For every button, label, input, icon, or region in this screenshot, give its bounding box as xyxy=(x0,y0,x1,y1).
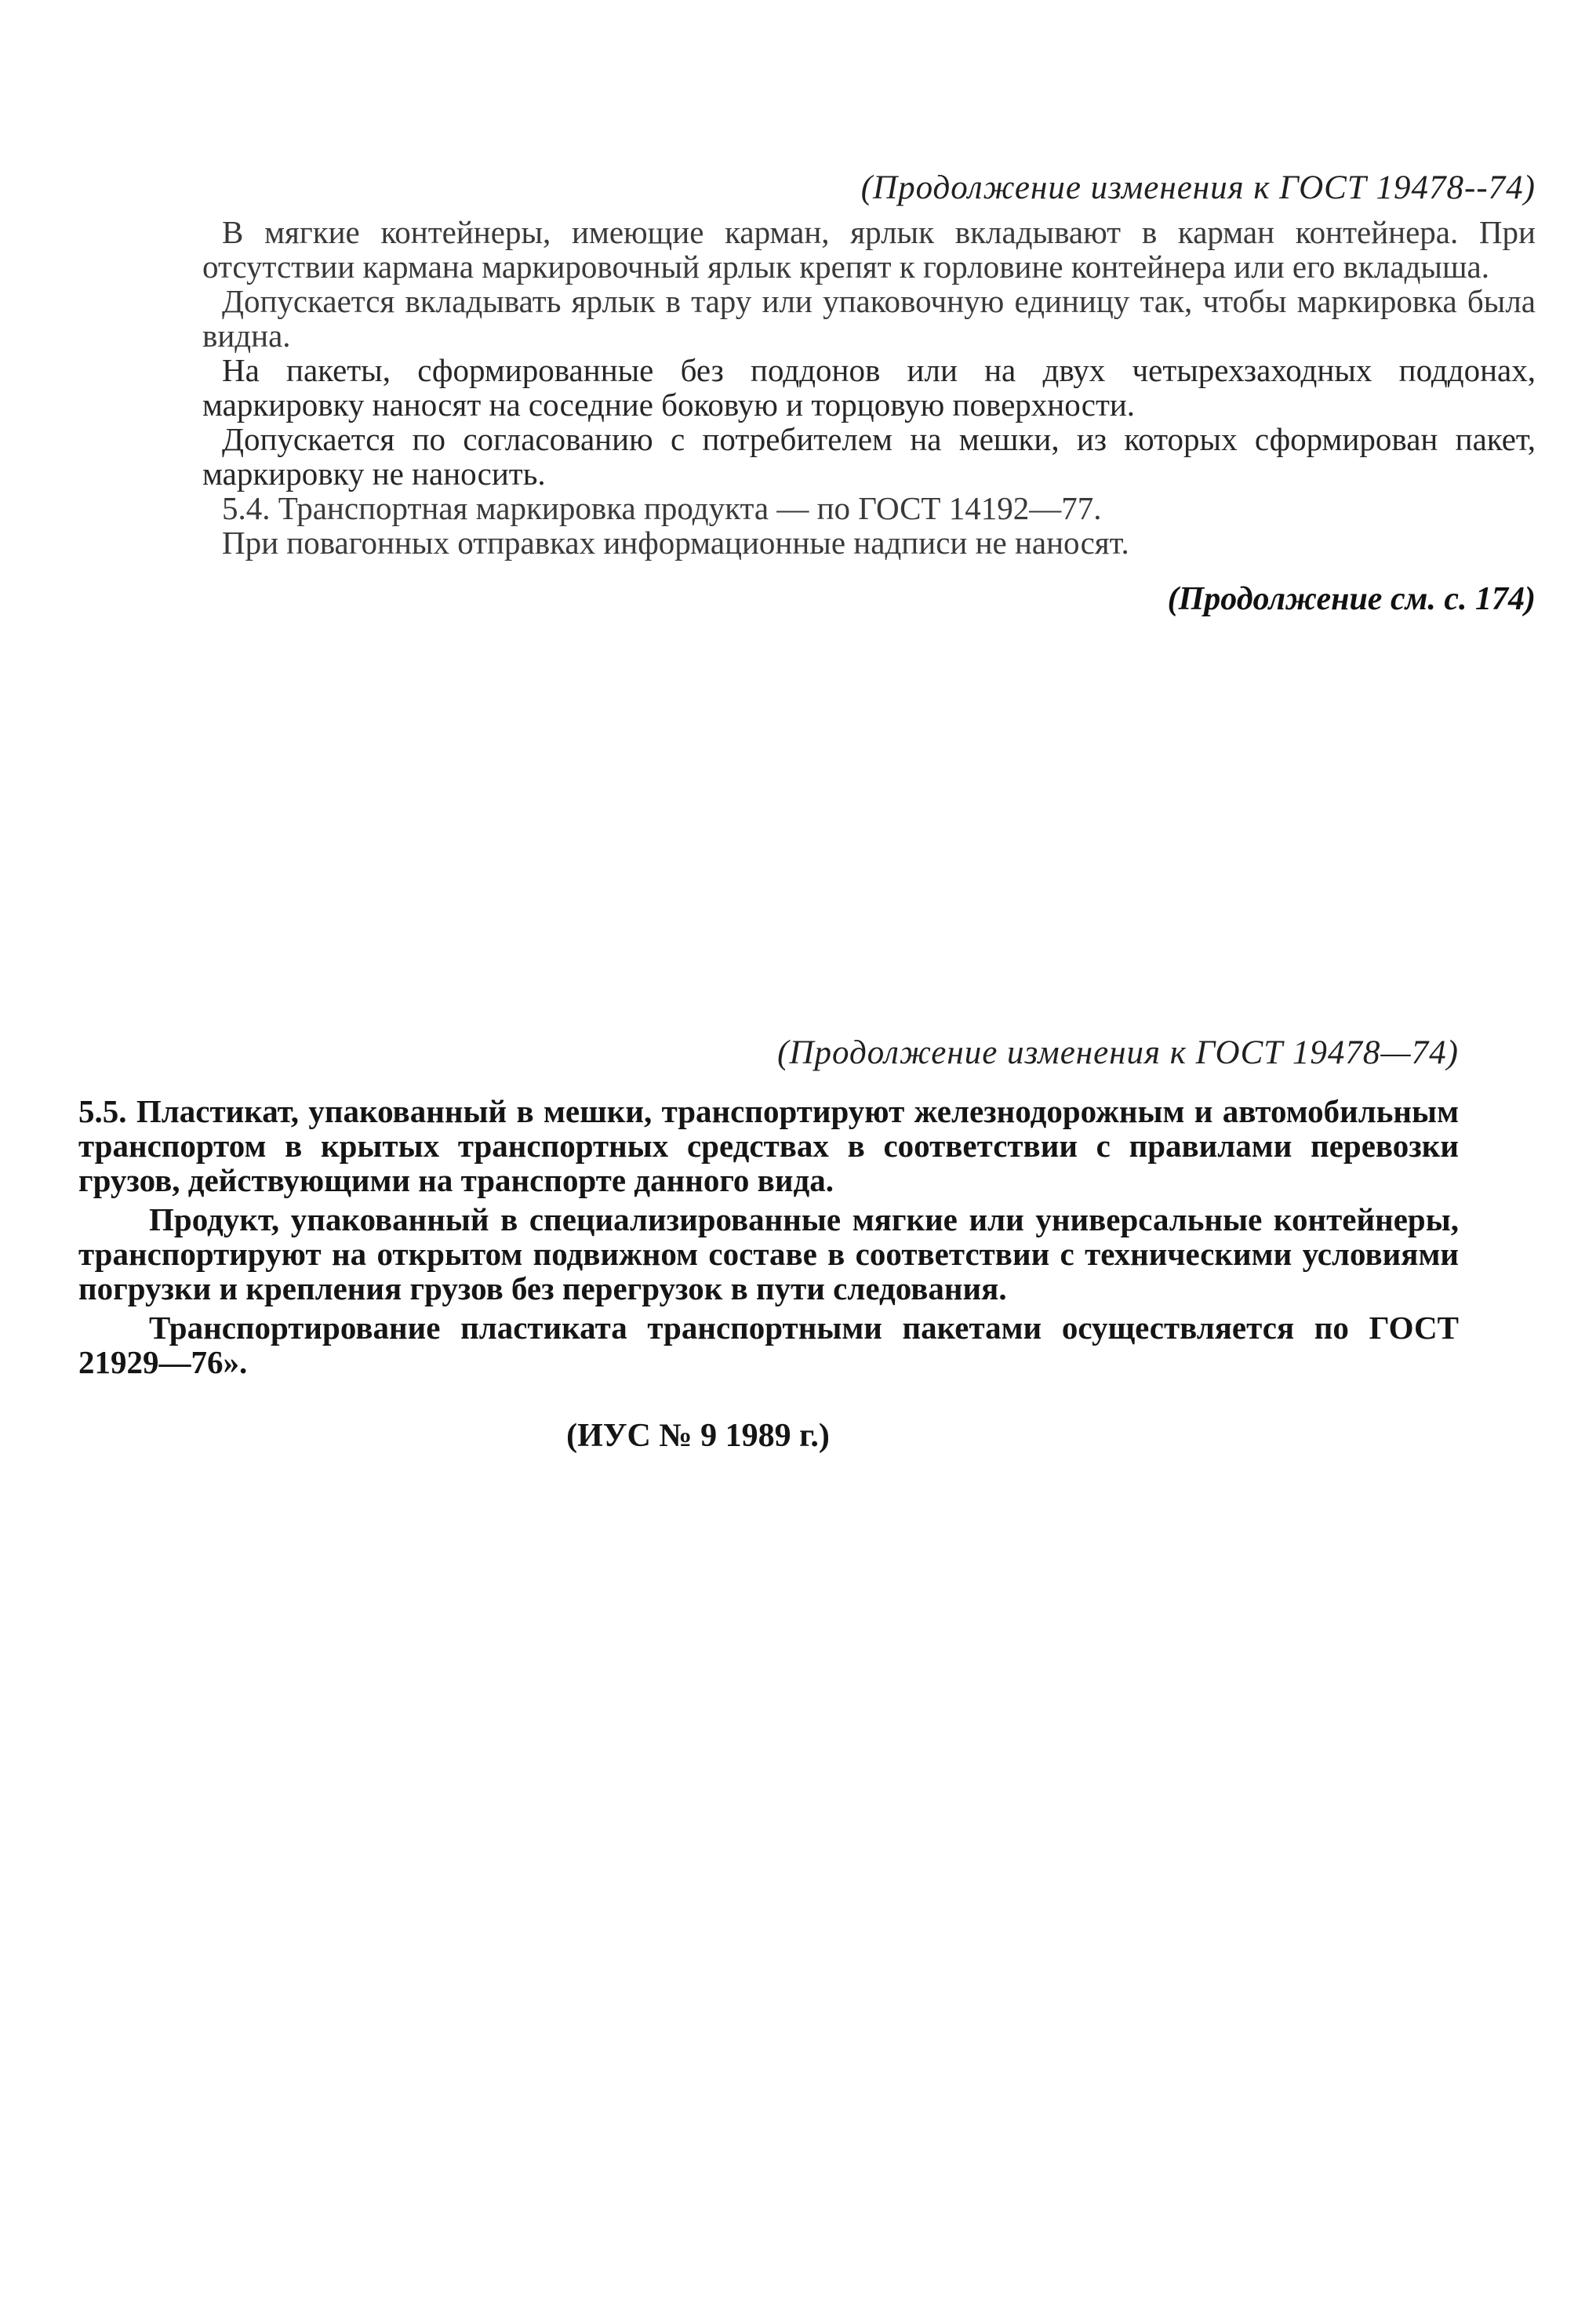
paragraph-label-in-pocket: В мягкие контейнеры, имеющие карман, ярлык вкладывают в карман контейнера. При отсутствии кармана маркировочный ярлык крепят к горловине контейнера или его вкладыша. xyxy=(202,214,1536,285)
top-section xyxy=(202,169,1536,618)
paragraph-packages-transport: Транспортирование пластиката транспортными пакетами осуществляется по ГОСТ 21929—76». xyxy=(78,1310,1459,1380)
paragraph-label-in-container: Допускается вкладывать ярлык в тару или упаковочную единицу так, чтобы маркировка была видна. xyxy=(202,283,1536,354)
continuation-note: (Продолжение см. с. 174) xyxy=(1167,581,1536,617)
paragraph-packages-marking: На пакеты, сформированные без поддонов или на двух четырехзаходных поддонах, маркировку наносят на соседние боковую и торцовую поверхности. xyxy=(202,352,1536,423)
top-section-heading: (Продолжение изменения к ГОСТ 19478--74) xyxy=(860,169,1536,206)
paragraph-5-5-transport: 5.5. Пластикат, упакованный в мешки, транспортируют железнодорожным и автомобильным транспортом в крытых транспортных средствах в соответствии с правилами перевозки грузов, действующими на транспорте данного вида. xyxy=(78,1093,1459,1198)
paragraph-transport-marking: 5.4. Транспортная маркировка продукта — по ГОСТ 14192—77. xyxy=(222,490,1102,526)
ius-reference: (ИУС № 9 1989 г.) xyxy=(566,1418,830,1454)
paragraph-containers-transport: Продукт, упакованный в специализированные мягкие или универсальные контейнеры, транспортируют на открытом подвижном составе в соответствии с техническими условиями погрузки и крепления грузов без перегрузок в пути следования. xyxy=(78,1201,1459,1306)
bottom-section-heading: (Продолжение изменения к ГОСТ 19478—74) xyxy=(777,1034,1459,1071)
bottom-section xyxy=(78,1034,1459,1455)
paragraph-wagon-shipments: При повагонных отправках информационные надписи не наносят. xyxy=(222,525,1129,561)
paragraph-marking-optional: Допускается по согласованию с потребителем на мешки, из которых сформирован пакет, маркировку не наносить. xyxy=(202,421,1536,492)
